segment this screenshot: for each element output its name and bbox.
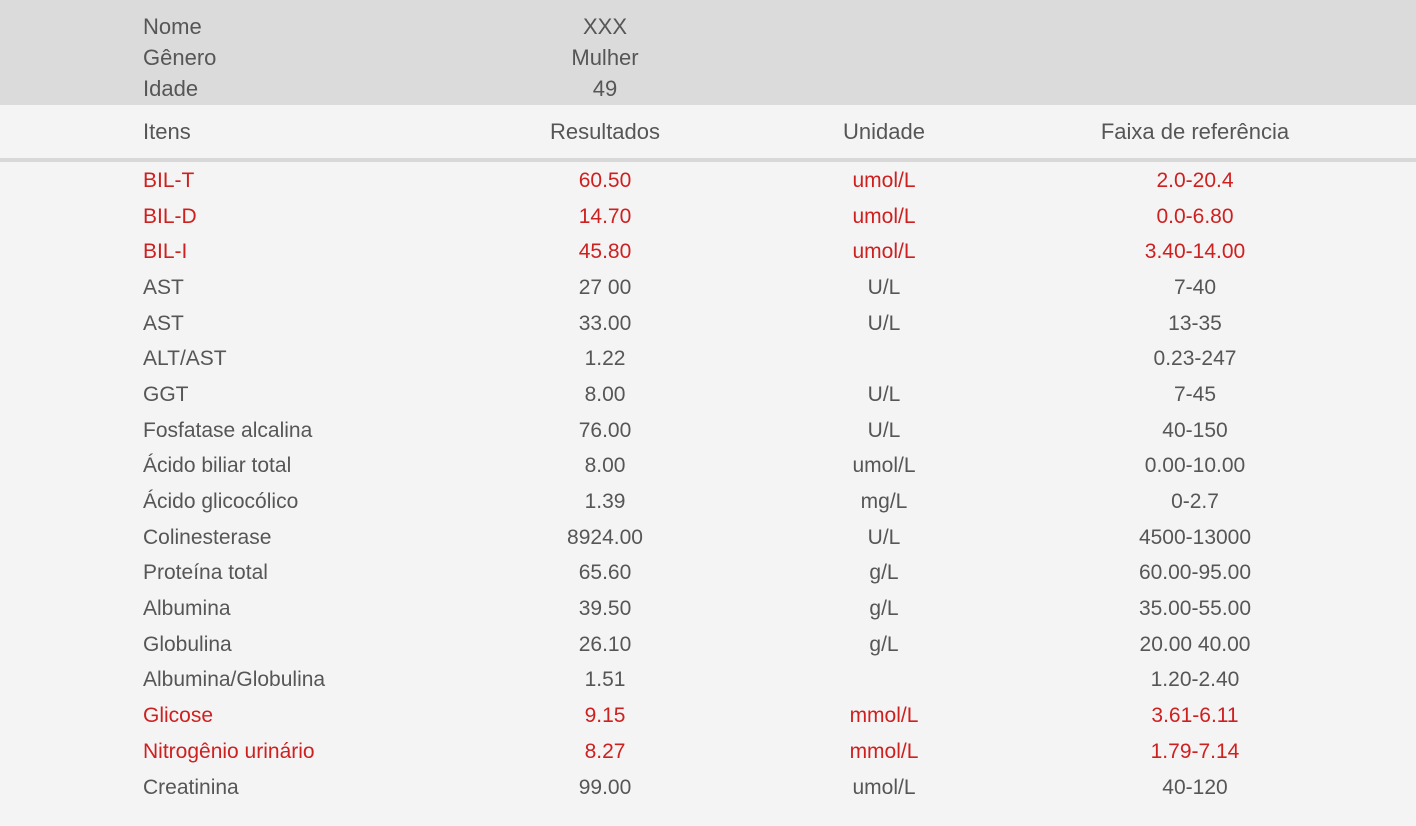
row-unit: mmol/L xyxy=(849,704,919,728)
table-row xyxy=(0,163,1416,199)
table-row xyxy=(0,484,1416,520)
patient-field-name xyxy=(0,11,1416,42)
row-result: 8924.00 xyxy=(567,525,643,549)
row-unit: U/L xyxy=(867,382,901,406)
patient-name-value: XXX xyxy=(582,13,628,39)
row-unit: umol/L xyxy=(852,204,916,228)
row-range: 13-35 xyxy=(1168,311,1222,335)
row-item: Nitrogênio urinário xyxy=(143,739,315,763)
row-result: 99.00 xyxy=(578,775,632,799)
row-item: Albumina/Globulina xyxy=(143,668,326,692)
row-range: 0.00-10.00 xyxy=(1144,454,1246,478)
row-unit: g/L xyxy=(869,561,899,585)
row-result: 33.00 xyxy=(578,311,632,335)
row-range: 1.79-7.14 xyxy=(1150,739,1240,763)
row-range: 7-40 xyxy=(1173,275,1217,299)
table-row xyxy=(0,306,1416,342)
row-unit: umol/L xyxy=(852,454,916,478)
row-range: 60.00-95.00 xyxy=(1138,561,1252,585)
row-unit: U/L xyxy=(867,311,901,335)
column-header-reference: Faixa de referência xyxy=(1100,118,1290,144)
column-header-results: Resultados xyxy=(549,118,661,144)
row-unit: umol/L xyxy=(852,168,916,192)
row-unit: mg/L xyxy=(860,490,908,514)
row-unit: mmol/L xyxy=(849,739,919,763)
table-row xyxy=(0,698,1416,734)
table-row xyxy=(0,556,1416,592)
table-row xyxy=(0,770,1416,806)
table-row xyxy=(0,449,1416,485)
table-row xyxy=(0,591,1416,627)
row-result: 65.60 xyxy=(578,561,632,585)
row-result: 76.00 xyxy=(578,418,632,442)
patient-name-label: Nome xyxy=(143,13,202,39)
row-result: 9.15 xyxy=(584,704,626,728)
row-result: 39.50 xyxy=(578,597,632,621)
row-result: 27 00 xyxy=(578,275,632,299)
row-item: Glicose xyxy=(143,704,214,728)
table-row xyxy=(0,199,1416,235)
table-header xyxy=(0,105,1416,158)
row-item: AST xyxy=(143,275,184,299)
row-item: Colinesterase xyxy=(143,525,272,549)
row-unit: umol/L xyxy=(852,775,916,799)
row-item: Ácido biliar total xyxy=(143,454,292,478)
patient-field-gender xyxy=(0,42,1416,73)
table-body xyxy=(0,162,1416,805)
row-result: 1.22 xyxy=(584,347,626,371)
row-range: 40-150 xyxy=(1162,418,1228,442)
row-range: 35.00-55.00 xyxy=(1138,597,1252,621)
row-result: 14.70 xyxy=(578,204,632,228)
row-item: ALT/AST xyxy=(143,347,227,371)
row-result: 8.27 xyxy=(584,739,626,763)
row-result: 45.80 xyxy=(578,240,632,264)
row-item: Ácido glicocólico xyxy=(143,490,299,514)
row-item: AST xyxy=(143,311,184,335)
row-item: Creatinina xyxy=(143,775,239,799)
row-unit: U/L xyxy=(867,525,901,549)
row-range: 40-120 xyxy=(1162,775,1228,799)
row-range: 0.23-247 xyxy=(1153,347,1237,371)
patient-field-age xyxy=(0,73,1416,104)
row-range: 1.20-2.40 xyxy=(1150,668,1240,692)
row-unit: U/L xyxy=(867,275,901,299)
patient-header xyxy=(0,0,1416,105)
patient-age-label: Idade xyxy=(143,75,199,101)
row-range: 20.00 40.00 xyxy=(1139,632,1251,656)
row-item: BIL-T xyxy=(143,168,195,192)
row-item: GGT xyxy=(143,382,189,406)
row-range: 3.40-14.00 xyxy=(1144,240,1246,264)
row-item: Albumina xyxy=(143,597,231,621)
row-range: 0-2.7 xyxy=(1171,490,1219,514)
row-item: Globulina xyxy=(143,632,232,656)
table-row xyxy=(0,734,1416,770)
patient-gender-label: Gênero xyxy=(143,44,217,70)
column-header-items: Itens xyxy=(143,118,191,144)
row-item: Proteína total xyxy=(143,561,268,585)
table-row xyxy=(0,520,1416,556)
row-item: BIL-D xyxy=(143,204,197,228)
table-row xyxy=(0,377,1416,413)
column-header-unit: Unidade xyxy=(843,118,925,144)
table-row xyxy=(0,341,1416,377)
row-item: Fosfatase alcalina xyxy=(143,418,313,442)
row-unit: umol/L xyxy=(852,240,916,264)
table-row xyxy=(0,270,1416,306)
table-row xyxy=(0,413,1416,449)
row-result: 1.39 xyxy=(584,490,626,514)
patient-age-value: 49 xyxy=(592,75,618,101)
row-unit: U/L xyxy=(867,418,901,442)
row-item: BIL-I xyxy=(143,240,188,264)
table-row xyxy=(0,234,1416,270)
row-result: 60.50 xyxy=(578,168,632,192)
row-range: 0.0-6.80 xyxy=(1156,204,1234,228)
row-range: 4500-13000 xyxy=(1138,525,1252,549)
row-result: 8.00 xyxy=(584,382,626,406)
row-result: 1.51 xyxy=(584,668,626,692)
row-range: 7-45 xyxy=(1173,382,1217,406)
patient-gender-value: Mulher xyxy=(571,44,639,70)
row-range: 2.0-20.4 xyxy=(1156,168,1234,192)
table-row xyxy=(0,627,1416,663)
row-range: 3.61-6.11 xyxy=(1151,704,1239,728)
row-unit: g/L xyxy=(869,597,899,621)
table-row xyxy=(0,663,1416,699)
row-unit: g/L xyxy=(869,632,899,656)
row-result: 8.00 xyxy=(584,454,626,478)
row-result: 26.10 xyxy=(578,632,632,656)
